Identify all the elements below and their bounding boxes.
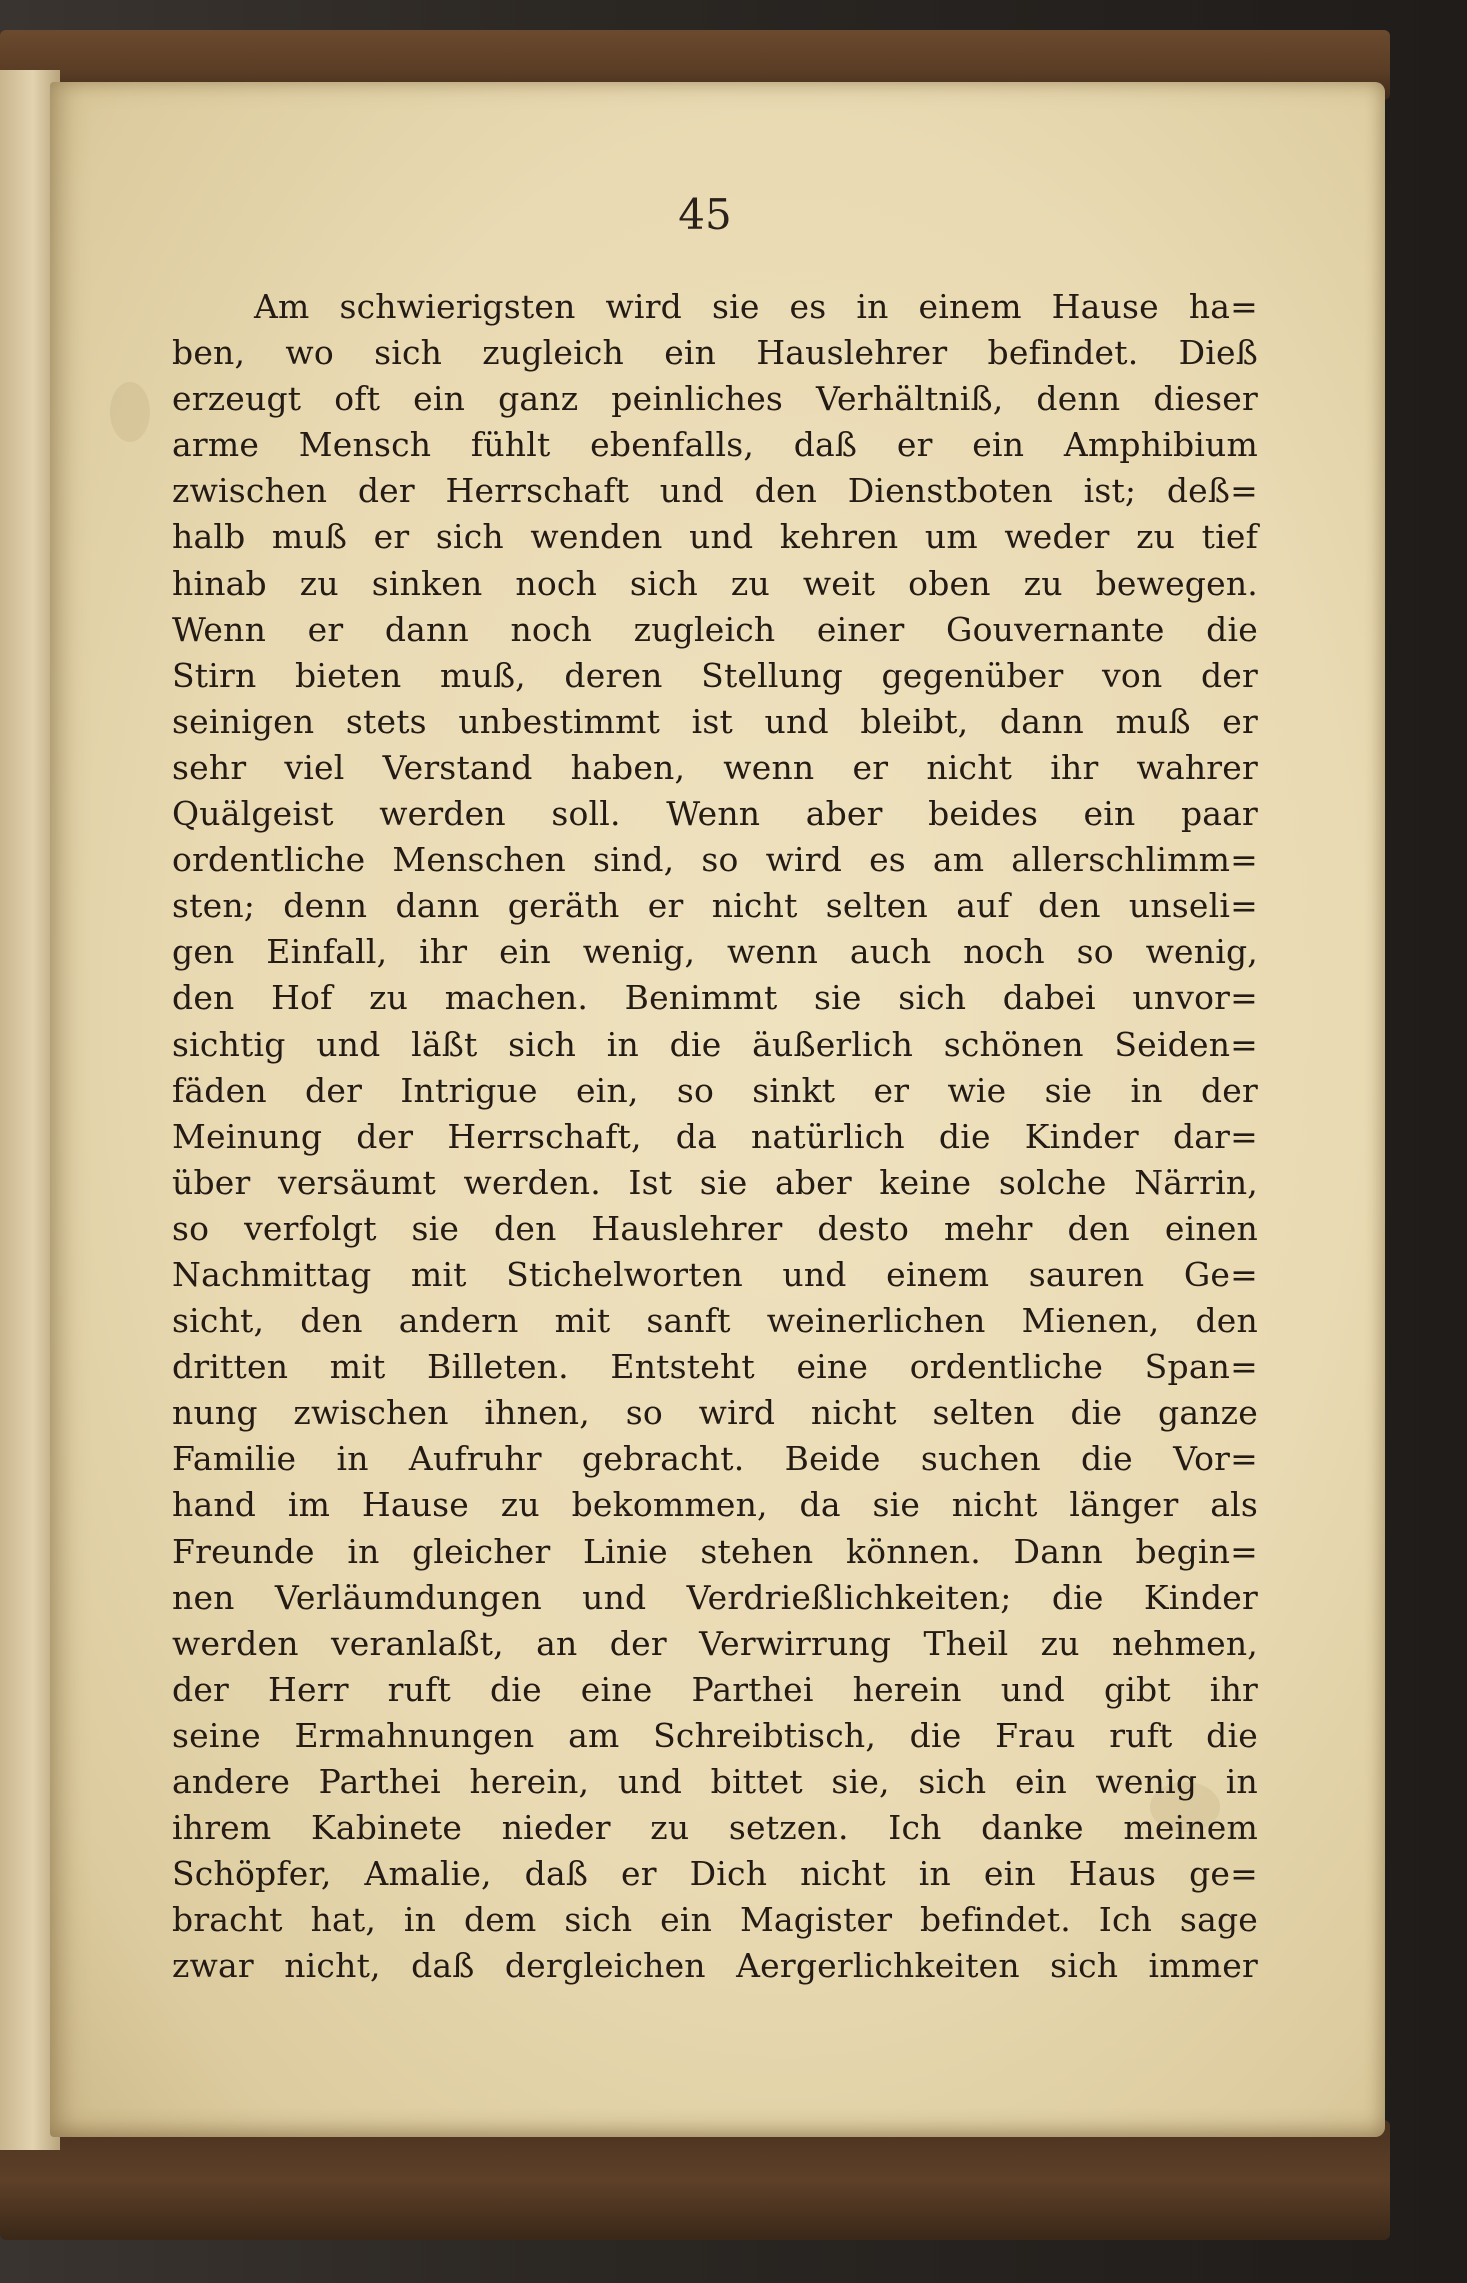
text-line: zwischen der Herrschaft und den Dienstboten ist; deß=: [172, 471, 1258, 511]
text-line: seinigen stets unbestimmt ist und bleibt, dann muß er: [172, 701, 1258, 741]
text-line: so verfolgt sie den Hauslehrer desto mehr den einen: [172, 1208, 1258, 1248]
text-line: über versäumt werden. Ist sie aber keine solche Närrin,: [172, 1162, 1258, 1202]
text-line: seine Ermahnungen am Schreibtisch, die Frau ruft die: [172, 1715, 1258, 1755]
page-text: [172, 284, 1258, 1989]
text-line: sten; denn dann geräth er nicht selten auf den unseli=: [172, 886, 1258, 926]
page-number: 45: [678, 190, 732, 239]
text-line: zwar nicht, daß dergleichen Aergerlichkeiten sich immer: [172, 1946, 1258, 1986]
text-line: bracht hat, in dem sich ein Magister befindet. Ich sage: [172, 1900, 1258, 1940]
text-line: andere Parthei herein, und bittet sie, sich ein wenig in: [172, 1762, 1258, 1801]
text-line: hand im Hause zu bekommen, da sie nicht länger als: [172, 1485, 1258, 1525]
text-line: Familie in Aufruhr gebracht. Beide suchen die Vor=: [172, 1439, 1258, 1479]
text-line: dritten mit Billeten. Entsteht eine ordentliche Span=: [172, 1347, 1258, 1387]
text-line: nen Verläumdungen und Verdrießlichkeiten; die Kinder: [172, 1577, 1258, 1617]
text-line: Nachmittag mit Stichelworten und einem sauren Ge=: [172, 1254, 1258, 1294]
text-line: sichtig und läßt sich in die äußerlich schönen Seiden=: [172, 1024, 1258, 1064]
text-line: ben, wo sich zugleich ein Hauslehrer befindet. Dieß: [172, 333, 1258, 373]
text-line: fäden der Intrigue ein, so sinkt er wie sie in der: [172, 1070, 1258, 1110]
text-line: gen Einfall, ihr ein wenig, wenn auch noch so wenig,: [172, 932, 1258, 972]
text-line: Stirn bieten muß, deren Stellung gegenüber von der: [172, 655, 1258, 695]
text-line: hinab zu sinken noch sich zu weit oben zu bewegen.: [172, 563, 1258, 603]
text-line: Schöpfer, Amalie, daß er Dich nicht in ein Haus ge=: [172, 1854, 1258, 1894]
text-line: werden veranlaßt, an der Verwirrung Theil zu nehmen,: [172, 1623, 1258, 1663]
book-cover-bottom-edge: [0, 2120, 1390, 2240]
text-line: Freunde in gleicher Linie stehen können. Dann begin=: [172, 1531, 1258, 1571]
text-line: der Herr ruft die eine Parthei herein und gibt ihr: [172, 1669, 1258, 1709]
text-line: ordentliche Menschen sind, so wird es am allerschlimm=: [172, 840, 1258, 880]
text-line: Meinung der Herrschaft, da natürlich die Kinder dar=: [172, 1116, 1258, 1156]
text-line: Wenn er dann noch zugleich einer Gouvernante die: [172, 609, 1258, 649]
paper-stain: [110, 382, 150, 442]
text-line: Quälgeist werden soll. Wenn aber beides ein paar: [172, 794, 1258, 834]
text-line: erzeugt oft ein ganz peinliches Verhältniß, denn dieser: [172, 379, 1258, 419]
text-line: Am schwierigsten wird sie es in einem Hause ha=: [254, 287, 1258, 326]
text-line: sicht, den andern mit sanft weinerlichen Mienen, den: [172, 1301, 1258, 1341]
text-line: den Hof zu machen. Benimmt sie sich dabei unvor=: [172, 978, 1258, 1018]
text-line: arme Mensch fühlt ebenfalls, daß er ein Amphibium: [172, 425, 1258, 465]
text-line: sehr viel Verstand haben, wenn er nicht ihr wahrer: [172, 747, 1258, 787]
text-line: halb muß er sich wenden und kehren um weder zu tief: [172, 517, 1258, 557]
text-line: nung zwischen ihnen, so wird nicht selten die ganze: [172, 1393, 1258, 1433]
text-line: ihrem Kabinete nieder zu setzen. Ich danke meinem: [172, 1808, 1258, 1848]
